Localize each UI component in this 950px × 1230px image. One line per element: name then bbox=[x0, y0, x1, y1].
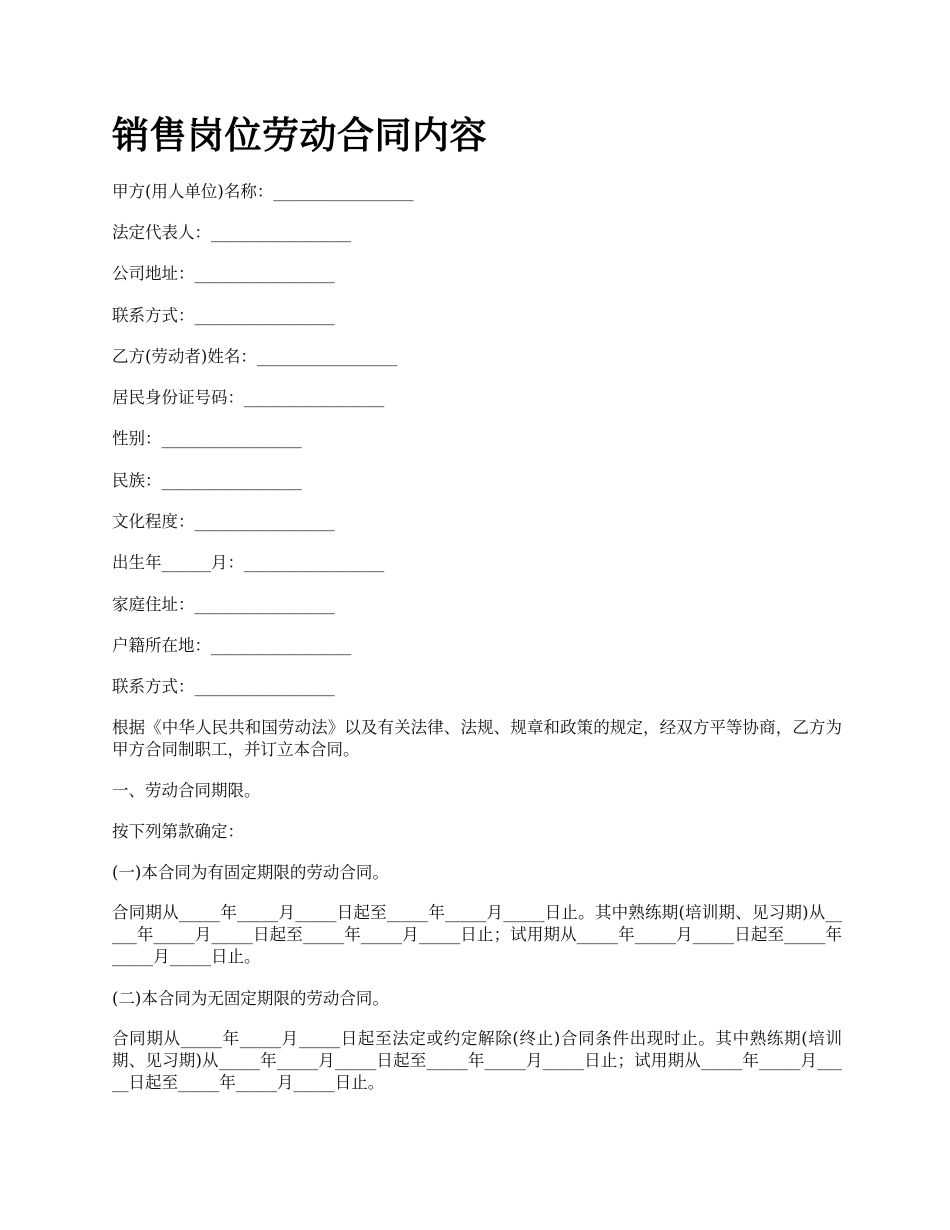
field-home-address: 家庭住址：_________________ bbox=[112, 595, 335, 614]
field-gender: 性别：_________________ bbox=[112, 429, 302, 448]
field-household-registration: 户籍所在地：_________________ bbox=[112, 636, 352, 655]
clause-2-heading: (二)本合同为无固定期限的劳动合同。 bbox=[112, 989, 389, 1008]
section-1-heading: 一、劳动合同期限。 bbox=[112, 781, 261, 800]
field-ethnicity: 民族：_________________ bbox=[112, 471, 302, 490]
field-party-a-name: 甲方(用人单位)名称：_________________ bbox=[112, 182, 414, 201]
clause-1-heading: (一)本合同为有固定期限的劳动合同。 bbox=[112, 863, 389, 882]
section-1-subheading: 按下列第款确定： bbox=[112, 822, 244, 841]
field-legal-representative: 法定代表人：_________________ bbox=[112, 223, 352, 242]
field-company-address: 公司地址：_________________ bbox=[112, 264, 335, 283]
field-company-contact: 联系方式：_________________ bbox=[112, 306, 335, 325]
field-id-number: 居民身份证号码：_________________ bbox=[112, 388, 385, 407]
field-birth-date: 出生年______月：_________________ bbox=[112, 553, 385, 572]
document-title: 销售岗位劳动合同内容 bbox=[112, 114, 487, 157]
field-party-b-contact: 联系方式：_________________ bbox=[112, 677, 335, 696]
field-party-b-name: 乙方(劳动者)姓名：_________________ bbox=[112, 347, 398, 366]
clause-1-body: 合同期从_____年_____月_____日起至_____年_____月_____日止。其中熟练期(培训期、见习期)从_____年_____月_____日起至_____年_____月_____日止；试用期从_____年_____月_____日起至_____年_____月_____日止。 bbox=[112, 903, 842, 966]
intro-paragraph: 根据《中华人民共和国劳动法》以及有关法律、法规、规章和政策的规定，经双方平等协商，乙方为甲方合同制职工，并订立本合同。 bbox=[112, 718, 842, 759]
clause-2-body: 合同期从_____年_____月_____日起至法定或约定解除(终止)合同条件出现时止。其中熟练期(培训期、见习期)从_____年_____月_____日起至_____年_____月_____日止；试用期从_____年_____月_____日起至_____年_____月_____日止。 bbox=[112, 1029, 842, 1092]
field-education: 文化程度：_________________ bbox=[112, 512, 335, 531]
